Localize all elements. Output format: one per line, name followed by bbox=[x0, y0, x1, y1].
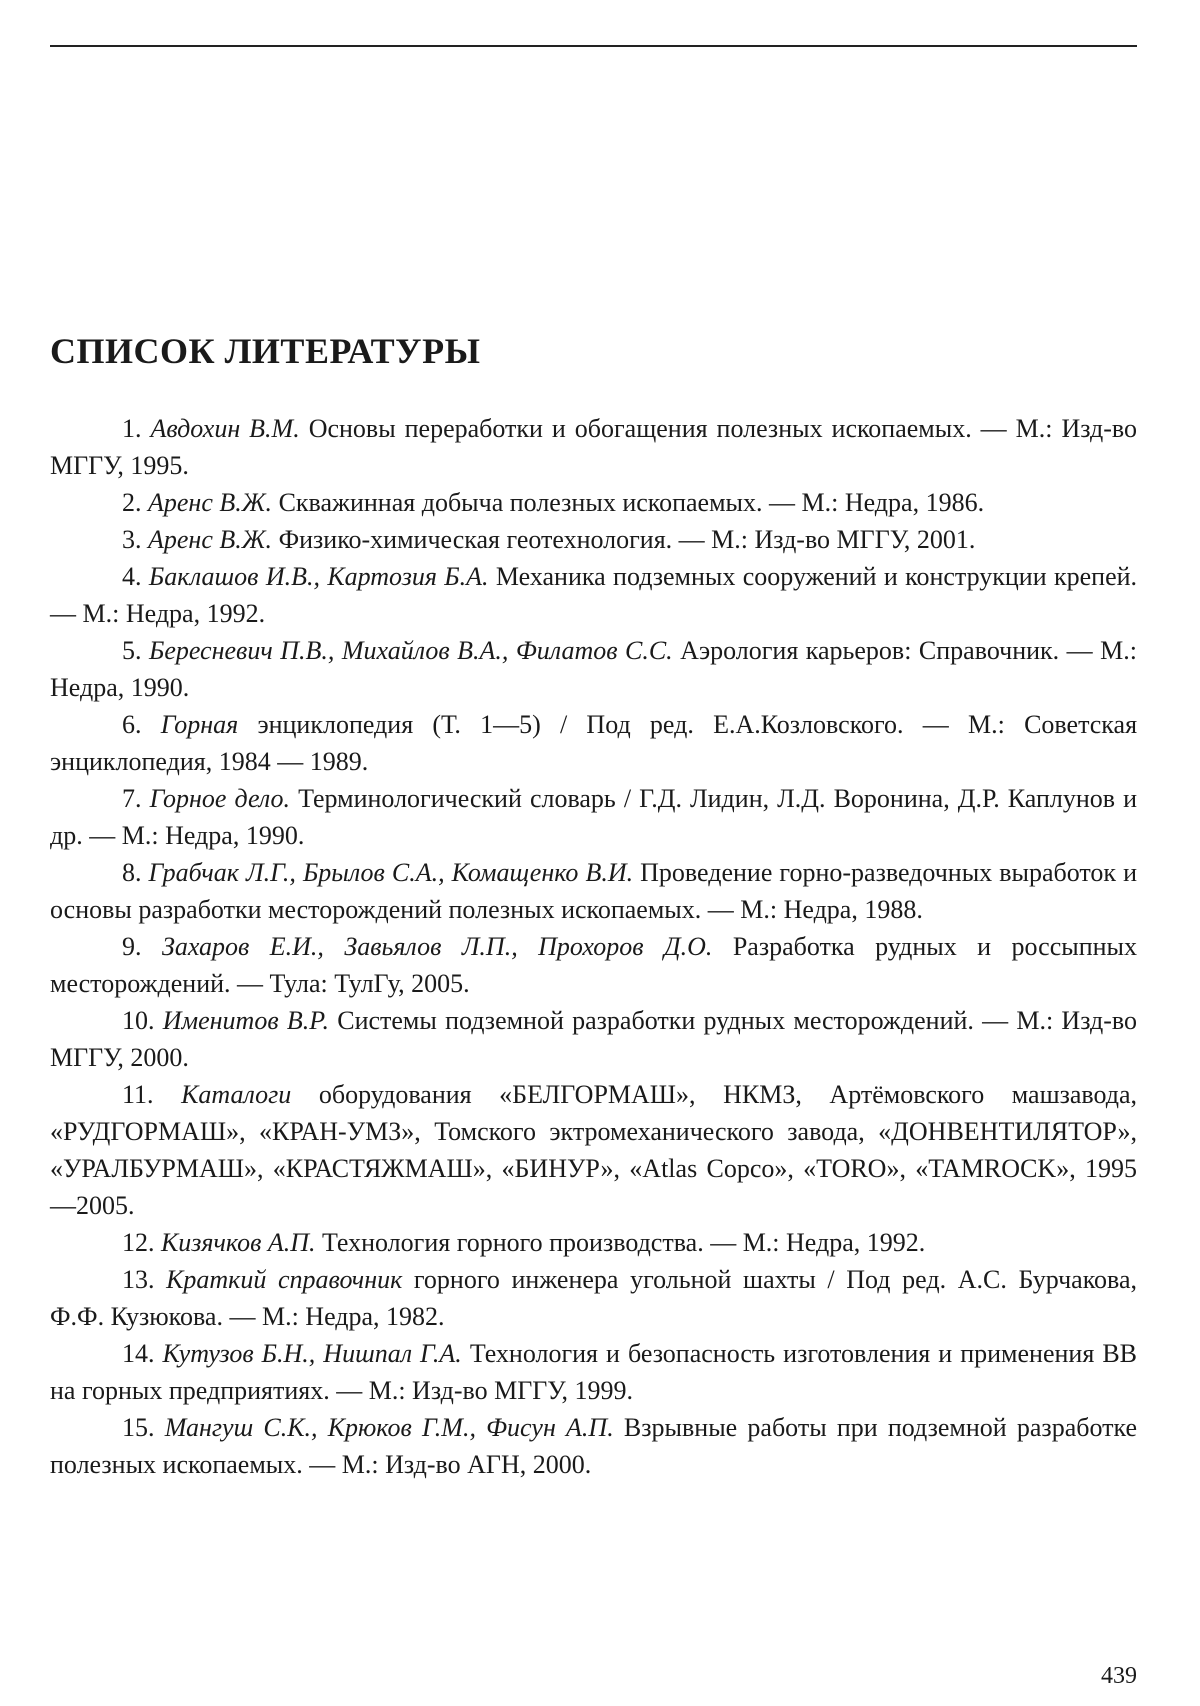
reference-item bbox=[50, 1335, 1137, 1409]
reference-number: 5. bbox=[122, 636, 142, 665]
reference-authors: Каталоги bbox=[181, 1080, 292, 1109]
reference-number: 6. bbox=[122, 710, 142, 739]
reference-item bbox=[50, 854, 1137, 928]
reference-text: Основы переработки и обогащения полезных ископаемых. — М.: Изд-во МГГУ, 1995. bbox=[50, 414, 1138, 480]
header-rule bbox=[50, 45, 1137, 47]
reference-authors: Грабчак Л.Г., Брылов С.А., Комащенко В.И. bbox=[148, 858, 634, 887]
reference-authors: Именитов В.Р. bbox=[162, 1006, 329, 1035]
reference-item bbox=[50, 1224, 1137, 1261]
reference-item bbox=[50, 1261, 1137, 1335]
reference-text: горного инженера угольной шахты / Под ред. А.С. Бурчакова, Ф.Ф. Кузюкова. — М.: Недра, 1982. bbox=[50, 1265, 1138, 1331]
reference-text: Технология горного производства. — М.: Недра, 1992. bbox=[322, 1228, 926, 1257]
reference-authors: Баклашов И.В., Картозия Б.А. bbox=[148, 562, 489, 591]
reference-authors: Захаров Е.И., Завьялов Л.П., Прохоров Д.О. bbox=[161, 932, 713, 961]
reference-number: 2. bbox=[122, 488, 142, 517]
reference-authors: Авдохин В.М. bbox=[150, 414, 300, 443]
reference-item bbox=[50, 706, 1137, 780]
reference-item bbox=[50, 1409, 1137, 1483]
reference-authors: Аренс В.Ж. bbox=[148, 525, 273, 554]
reference-authors: Кутузов Б.Н., Нишпал Г.А. bbox=[162, 1339, 462, 1368]
reference-text: Физико-химическая геотехнология. — М.: Изд-во МГГУ, 2001. bbox=[278, 525, 976, 554]
reference-text: энциклопедия (Т. 1—5) / Под ред. Е.А.Козловского. — М.: Советская энциклопедия, 1984 — 1989. bbox=[50, 710, 1138, 776]
page-number: 439 bbox=[1101, 1663, 1137, 1689]
reference-number: 3. bbox=[122, 525, 142, 554]
reference-number: 12. bbox=[122, 1228, 155, 1257]
reference-item bbox=[50, 410, 1137, 484]
reference-number: 14. bbox=[122, 1339, 155, 1368]
reference-text: Системы подземной разработки рудных месторождений. — М.: Изд-во МГГУ, 2000. bbox=[50, 1006, 1137, 1072]
reference-number: 1. bbox=[122, 414, 142, 443]
reference-list bbox=[50, 410, 1137, 1483]
reference-text: оборудования «БЕЛГОРМАШ», НКМЗ, Артёмовского машзавода, «РУДГОРМАШ», «КРАН-УМЗ», Томского эктромеханического завода, «ДОНВЕНТИЛЯТОР», «УРАЛБУРМАШ», «КРАСТЯЖМАШ», «БИНУР», «Atlas Copco», «TORO», «TAMROCK», 1995—2005. bbox=[50, 1080, 1138, 1220]
reference-text: Проведение горно-разведочных выработок и основы разработки месторождений полезных ископаемых. — М.: Недра, 1988. bbox=[50, 858, 1137, 924]
reference-number: 4. bbox=[122, 562, 142, 591]
reference-item bbox=[50, 521, 1137, 558]
reference-authors: Горное дело. bbox=[149, 784, 291, 813]
reference-text: Скважинная добыча полезных ископаемых. — М.: Недра, 1986. bbox=[278, 488, 985, 517]
reference-item bbox=[50, 928, 1137, 1002]
reference-item bbox=[50, 780, 1137, 854]
reference-item bbox=[50, 1076, 1137, 1224]
reference-number: 9. bbox=[122, 932, 142, 961]
reference-item bbox=[50, 484, 1137, 521]
reference-number: 15. bbox=[122, 1413, 155, 1442]
page-title: СПИСОК ЛИТЕРАТУРЫ bbox=[50, 331, 481, 371]
reference-text: Разработка рудных и россыпных месторождений. — Тула: ТулГу, 2005. bbox=[50, 932, 1138, 998]
reference-number: 13. bbox=[122, 1265, 155, 1294]
reference-authors: Кизячков А.П. bbox=[161, 1228, 316, 1257]
reference-item bbox=[50, 1002, 1137, 1076]
reference-text: Технология и безопасность изготовления и применения ВВ на горных предприятиях. — М.: Изд-во МГГУ, 1999. bbox=[50, 1339, 1138, 1405]
reference-text: Аэрология карьеров: Справочник. — М.: Недра, 1990. bbox=[50, 636, 1137, 702]
reference-item bbox=[50, 632, 1137, 706]
reference-number: 7. bbox=[122, 784, 142, 813]
reference-text: Механика подземных сооружений и конструкции крепей. — М.: Недра, 1992. bbox=[50, 562, 1138, 628]
reference-number: 11. bbox=[122, 1080, 154, 1109]
reference-authors: Краткий справочник bbox=[166, 1265, 403, 1294]
reference-authors: Горная bbox=[160, 710, 239, 739]
reference-authors: Мангуш С.К., Крюков Г.М., Фисун А.П. bbox=[164, 1413, 614, 1442]
reference-item bbox=[50, 558, 1137, 632]
reference-number: 10. bbox=[122, 1006, 155, 1035]
reference-authors: Аренс В.Ж. bbox=[148, 488, 273, 517]
reference-number: 8. bbox=[122, 858, 142, 887]
reference-authors: Бересневич П.В., Михайлов В.А., Филатов С.С. bbox=[148, 636, 673, 665]
reference-text: Взрывные работы при подземной разработке полезных ископаемых. — М.: Изд-во АГН, 2000. bbox=[50, 1413, 1138, 1479]
reference-text: Терминологический словарь / Г.Д. Лидин, Л.Д. Воронина, Д.Р. Каплунов и др. — М.: Недра, 1990. bbox=[50, 784, 1138, 850]
